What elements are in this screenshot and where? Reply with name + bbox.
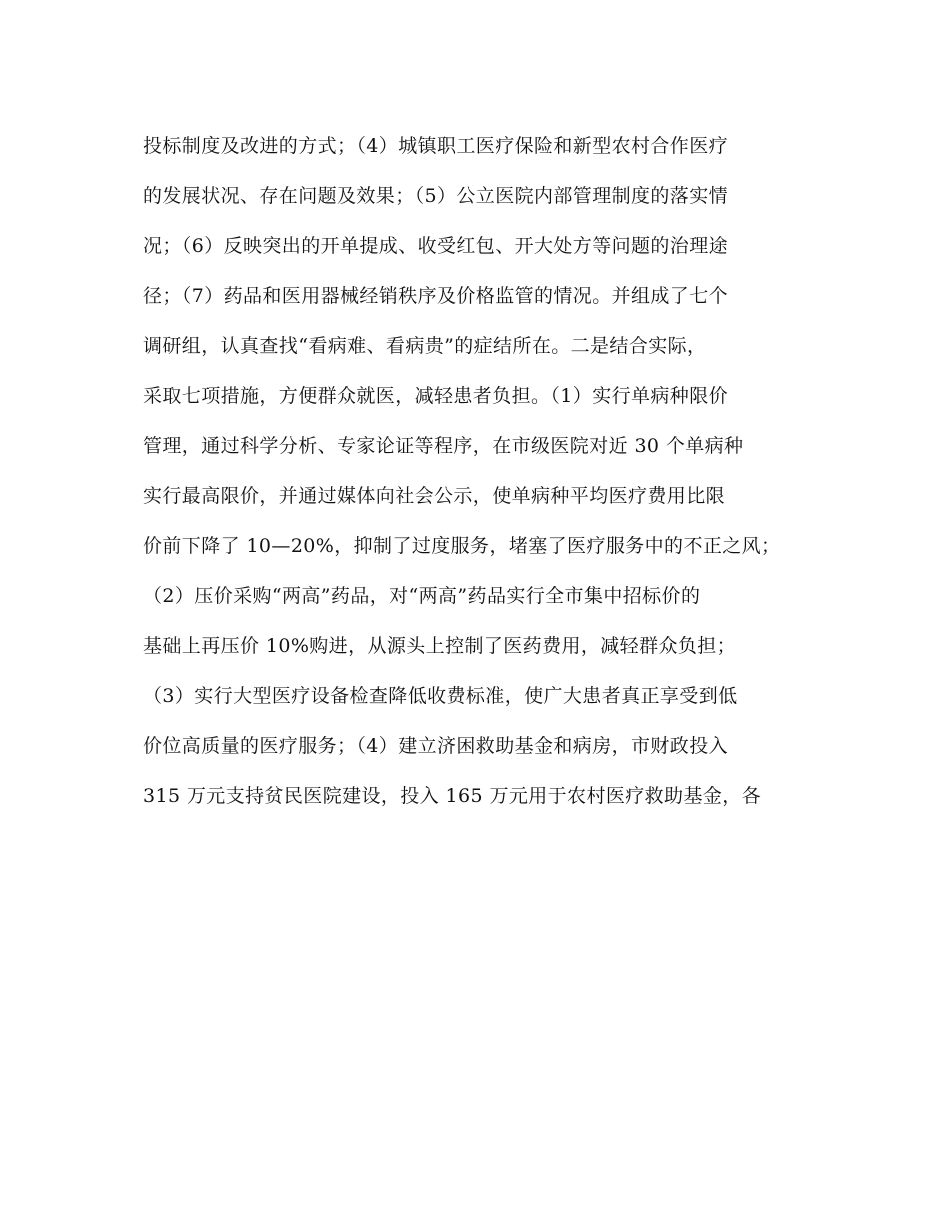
text-line: 径；（7）药品和医用器械经销秩序及价格监管的情况。并组成了七个 xyxy=(143,285,728,307)
text-line: （3）实行大型医疗设备检查降低收费标准，使广大患者真正享受到低 xyxy=(143,685,738,707)
text-line: 价位高质量的医疗服务；（4）建立济困救助基金和病房，市财政投入 xyxy=(143,735,728,757)
text-line: 况；（6）反映突出的开单提成、收受红包、开大处方等问题的治理途 xyxy=(143,235,728,257)
text-line: 投标制度及改进的方式；（4）城镇职工医疗保险和新型农村合作医疗 xyxy=(143,135,728,157)
text-line: 调研组，认真查找“看病难、看病贵”的症结所在。二是结合实际， xyxy=(143,335,707,357)
text-line: 价前下降了 10—20%，抑制了过度服务，堵塞了医疗服务中的不正之风； xyxy=(143,535,781,557)
text-line: 管理，通过科学分析、专家论证等程序，在市级医院对近 30 个单病种 xyxy=(143,435,744,457)
text-line: 315 万元支持贫民医院建设，投入 165 万元用于农村医疗救助基金，各 xyxy=(143,785,762,807)
text-line: 的发展状况、存在问题及效果；（5）公立医院内部管理制度的落实情 xyxy=(143,185,728,207)
body-text xyxy=(143,128,833,828)
text-line: 基础上再压价 10%购进，从源头上控制了医药费用，减轻群众负担； xyxy=(143,635,737,657)
text-line: （2）压价采购“两高”药品，对“两高”药品实行全市集中招标价的 xyxy=(143,585,701,607)
text-line: 采取七项措施，方便群众就医，减轻患者负担。（1）实行单病种限价 xyxy=(143,385,728,407)
text-line: 实行最高限价，并通过媒体向社会公示，使单病种平均医疗费用比限 xyxy=(143,485,726,507)
